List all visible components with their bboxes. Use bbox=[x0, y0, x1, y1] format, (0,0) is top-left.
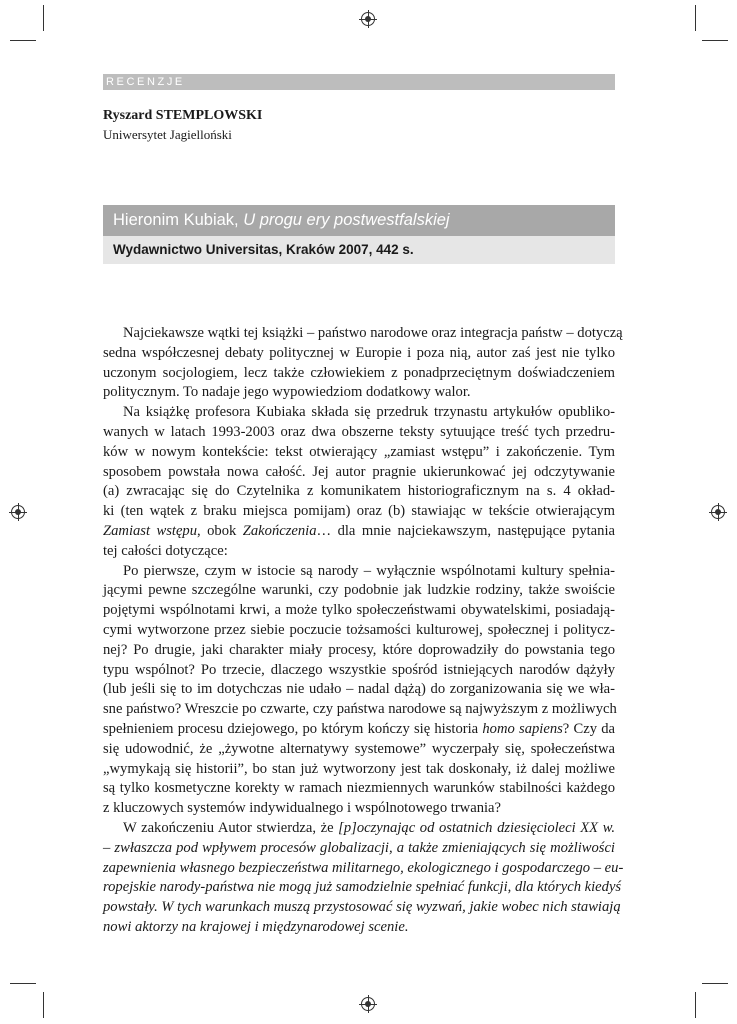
text-line: ropejskie narody-państwa nie mogą już samodzielnie spełniać funkcji, dla których kiedyś bbox=[103, 879, 622, 896]
book-title-bar bbox=[103, 205, 615, 236]
text-line: sposobem powstała nowa całość. Jej autor pragnie ukierunkować jej odczytywanie bbox=[103, 463, 615, 480]
text-line: są tylko kosmetyczne korekty w ramach niezmiennych warunków stabilności każdego bbox=[103, 780, 615, 797]
text-line: Po pierwsze, czym w istocie są narody – wyłącznie wspólnotami kultury spełnia- bbox=[123, 562, 615, 579]
text-line: Najciekawsze wątki tej książki – państwo narodowe oraz integracja państw – dotyczą bbox=[123, 325, 623, 341]
registration-mark-right-icon bbox=[711, 505, 725, 519]
book-publication-info: Wydawnictwo Universitas, Kraków 2007, 442 s. bbox=[103, 236, 615, 264]
text-line: spełnieniem procesu dziejowego, po którym kończy się historia homo sapiens? Czy da bbox=[103, 720, 615, 737]
text-line: nej? Po drugie, jaki charakter miały procesy, które doprowadziły do powstania tego bbox=[103, 641, 615, 658]
text-line: pojętymi wspólnotami krwi, a może tylko społeczeństwami obywatelskimi, posiadają- bbox=[103, 602, 615, 619]
review-author-name: Ryszard STEMPLOWSKI bbox=[103, 108, 263, 123]
text-line: cymi wytworzone przez siebie poczucie tożsamości kulturowej, społecznej i politycz- bbox=[103, 621, 615, 638]
text-line: sedna współczesnej debaty politycznej w Europie i poza nią, autor zaś jest nie tylko bbox=[103, 344, 615, 361]
text-line: ków w nowym kontekście: tekst otwierający „zamiast wstępu” i zakończenie. Tym bbox=[103, 443, 615, 460]
crop-mark-bottom-right bbox=[695, 992, 696, 1018]
text-line: Zamiast wstępu, obok Zakończenia… dla mnie najciekawszym, następujące pytania bbox=[103, 522, 615, 539]
text-line: nowi aktorzy na krajowej i międzynarodowej scenie. bbox=[103, 918, 409, 935]
text-line: wanych w latach 1993-2003 oraz dwa obszerne teksty sytuujące treść tych przedru- bbox=[103, 423, 615, 440]
text-line: z kluczowych systemów indywidualnego i wspólnotowego trwania? bbox=[103, 800, 502, 817]
text-line: jącymi pewne szczególne warunki, czy podobnie jak ludzkie rodziny, także swoiście bbox=[103, 582, 615, 599]
text-line: typu wspólnot? Po trzecie, dlaczego wszystkie spośród istniejących narodów dążyły bbox=[103, 661, 615, 678]
text-line: się udowodnić, że „żywotne alternatywy systemowe” wyczerpały się, społeczeństwa bbox=[103, 740, 615, 757]
text-line: (a) zwracając się do Czytelnika z komunikatem historiograficznym na s. 4 okład- bbox=[103, 483, 615, 500]
italic-title: Zakończenia bbox=[242, 522, 317, 539]
book-author: Hieronim Kubiak, bbox=[113, 211, 244, 229]
text-line: ki (ten wątek z braku miejsca pomijam) oraz (b) stawiając w tekście otwierającym bbox=[103, 503, 615, 520]
crop-mark-bottom-right-h bbox=[702, 983, 728, 984]
crop-mark-top-right-h bbox=[702, 40, 728, 41]
review-body bbox=[103, 324, 624, 938]
book-title: U progu ery postwestfalskiej bbox=[243, 211, 450, 229]
registration-mark-left-icon bbox=[11, 505, 25, 519]
registration-mark-bottom-icon bbox=[361, 997, 375, 1011]
text-line: powstały. W tych warunkach muszą przystosować się wyzwań, jakie wobec nich stawiają bbox=[103, 899, 621, 916]
crop-mark-bottom-left-h bbox=[10, 983, 36, 984]
review-author-affiliation: Uniwersytet Jagielloński bbox=[103, 127, 232, 142]
text-line: tej całości dotyczące: bbox=[103, 542, 228, 559]
text-line: W zakończeniu Autor stwierdza, że [p]oczynając od ostatnich dziesięcioleci XX w. bbox=[123, 819, 615, 836]
crop-mark-top-right bbox=[695, 5, 696, 31]
text-line: uczonym socjologiem, lecz także człowiekiem z ponadprzeciętnym doświadczeniem bbox=[103, 364, 615, 381]
section-header: RECENZJE bbox=[103, 74, 615, 90]
registration-mark-top-icon bbox=[361, 12, 375, 26]
crop-mark-bottom-left bbox=[43, 992, 44, 1018]
text-line: „wymykają się historii”, bo stan już wytworzony jest tak doskonały, iż dalej możliwe bbox=[103, 760, 615, 777]
text-line: (lub jeśli się to im dotychczas nie udało – nadal dążą) do zorganizowania się we wła- bbox=[103, 681, 615, 698]
crop-mark-top-left-h bbox=[10, 40, 36, 41]
italic-title: Zamiast wstępu bbox=[103, 522, 198, 539]
text-line: – zwłaszcza pod wpływem procesów globalizacji, a także zmieniających się możliwości bbox=[103, 839, 615, 856]
crop-mark-top-left bbox=[43, 5, 44, 31]
text-line: sne państwo? Wreszcie po czwarte, czy państwa narodowe są najwyższym z możliwych bbox=[103, 701, 617, 718]
text-line: politycznym. To nadaje jego wypowiedziom dodatkowy walor. bbox=[103, 384, 471, 401]
italic-quote: [p]oczynając od ostatnich dziesięcioleci XX w. bbox=[338, 819, 615, 836]
text-line: Na książkę profesora Kubiaka składa się przedruk trzynastu artykułów opubliko- bbox=[123, 404, 615, 421]
text-line: zapewnienia własnego bezpieczeństwa militarnego, ekologicznego i gospodarczego – eu- bbox=[103, 859, 624, 876]
italic-term: homo sapiens bbox=[482, 720, 563, 737]
